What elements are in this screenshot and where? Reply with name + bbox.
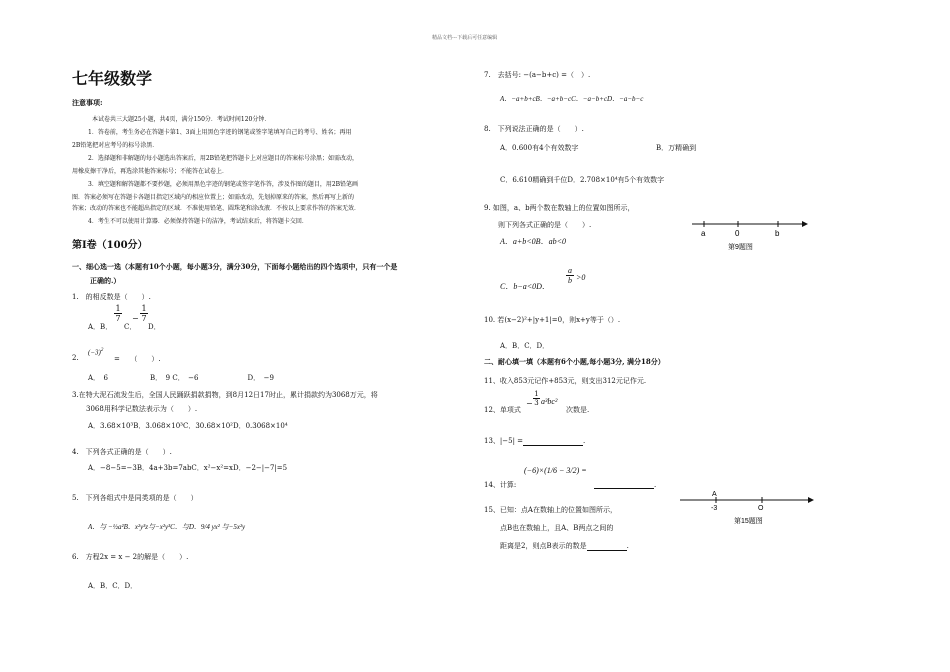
question-13: 13、|−5| = . bbox=[484, 437, 586, 445]
question-12-post: 次数是. bbox=[566, 406, 590, 414]
question-2-options: A． 6 B． 9 C． −6 D． −9 bbox=[88, 374, 274, 382]
question-10-stem: 10. 若(x−2)²+|y+1|=0，则x+y等于（）. bbox=[484, 316, 621, 324]
question-12-fraction: 1 3 bbox=[534, 390, 539, 407]
notice-line: 答案；改动的答案也不能超出指定的区域．不准使用铅笔、圆珠笔和涂改液．不按以上要求作答的答案无效． bbox=[72, 205, 361, 212]
part-heading: 第Ⅰ卷（100分） bbox=[72, 240, 148, 251]
question-8-option-a: A．0.600有4个有效数字 bbox=[500, 144, 579, 152]
question-9-options-ab: A．a+b<0B．ab<0 bbox=[500, 237, 566, 246]
question-9-line1: 9. 如图，a、b两个数在数轴上的位置如图所示， bbox=[484, 204, 635, 212]
question-9-options-cd: C．b−a<0D． bbox=[500, 282, 550, 291]
section-heading: 一、细心选一选（本题有10个小题，每小题3分，满分30分，下面每小题给出的四个选项中，只有一个是 bbox=[72, 262, 398, 271]
axis-label-O: O bbox=[758, 505, 764, 512]
question-10-options: A．B．C．D． bbox=[500, 342, 550, 350]
question-8-option-c: C．6.610精确到千位D．2.708×10⁴有5个有效数字 bbox=[500, 176, 665, 184]
question-9-fraction: a b bbox=[568, 266, 572, 285]
answer-blank[interactable] bbox=[523, 437, 583, 446]
question-2-num: 2. bbox=[72, 354, 79, 362]
axis-label-0: 0 bbox=[735, 229, 740, 238]
axis-label-b: b bbox=[775, 229, 780, 238]
question-14-answer: . bbox=[594, 480, 656, 489]
page-header: 精品文档---下载后可任意编辑 bbox=[432, 35, 498, 41]
page-title: 七年级数学 bbox=[72, 69, 153, 88]
question-14-pre: 14、计算: bbox=[484, 481, 517, 489]
question-12-pre: 12、单项式 bbox=[484, 406, 521, 414]
question-15-line1: 15、已知：点A在数轴上的位置如图所示， bbox=[484, 506, 617, 514]
section-2-heading: 二、耐心填一填（本题有6个小题,每小题3分, 满分18分） bbox=[484, 357, 665, 366]
question-3-options: A．3.68×10³B．3.068×10³C．30.68×10²D．0.3068×10⁴ bbox=[88, 422, 288, 430]
question-2-rest: = （ ）. bbox=[114, 355, 161, 363]
minus-sign: − bbox=[132, 314, 139, 323]
question-12-monomial: a³bc² bbox=[541, 397, 558, 406]
notice-line: 2B铅笔把对应考号的标号涂黑． bbox=[72, 142, 159, 149]
answer-blank[interactable] bbox=[587, 542, 627, 551]
question-1-stem: 1. 的相反数是（ ）. bbox=[72, 293, 151, 301]
notice-line: 用橡皮擦干净后，再选涂其他答案标号；不能答在试卷上． bbox=[72, 168, 229, 175]
section-heading-cont: 正确的.） bbox=[90, 276, 121, 285]
notice-line: 本试卷共三大题25小题，共4页，满分150分．考试时间120分钟． bbox=[92, 116, 271, 123]
figure-15-caption: 第15题图 bbox=[734, 518, 763, 525]
option-d-label: D． bbox=[148, 323, 161, 331]
answer-blank[interactable] bbox=[594, 480, 654, 489]
notice-line: 4．考生不可以使用计算器．必须保持答题卡的洁净，考试结束后，将答题卡交回． bbox=[88, 218, 308, 225]
notice-line: 3．填空题和解答题都不要抄题，必须用黑色字迹的钢笔或签字笔作答，涉及作图的题目，用2B铅笔画 bbox=[88, 181, 359, 188]
notice-line: 2．选择题和非解题的每小题选出答案后，用2B铅笔把答题卡上对应题目的答案标号涂黑；如需改动， bbox=[88, 155, 359, 162]
question-3-line2: 3068用科学记数法表示为（ ）. bbox=[86, 405, 198, 413]
question-8-option-b: B．万精确到 bbox=[656, 144, 697, 152]
question-5-options: A．与 −½a²B．x²y³z与−x²y³C．与D．9/4 yx² 与−5x²y bbox=[88, 523, 246, 531]
question-6-options: A．B．C．D． bbox=[88, 582, 138, 590]
question-6-stem: 6. 方程2x = x − 2的解是（ ）. bbox=[72, 553, 189, 561]
fraction-2: 1 7 bbox=[141, 304, 147, 323]
question-15-number-line bbox=[678, 488, 818, 530]
option-c-label: C． bbox=[124, 323, 137, 331]
axis-label-A: A bbox=[712, 491, 717, 498]
question-9-number-line bbox=[690, 216, 810, 256]
notice-line: 图．答案必须写在答题卡各题目指定区域内的相应位置上；如需改动，先划掉原来的答案，然后再写上新的 bbox=[72, 194, 355, 201]
figure-9-caption: 第9题图 bbox=[728, 244, 753, 251]
axis-label-a: a bbox=[701, 229, 706, 238]
question-15-line2: 点B也在数轴上，且A、B两点之间的 bbox=[500, 524, 614, 532]
question-11: 11、收入853元记作+853元，则支出312元记作元. bbox=[484, 377, 647, 385]
question-12-neg: − bbox=[526, 399, 533, 408]
question-7-options: A．−a+b+cB．−a+b−cC．−a−b+cD．−a−b−c bbox=[500, 95, 644, 103]
question-8-stem: 8. 下列说法正确的是（ ）. bbox=[484, 125, 584, 133]
question-3-line1: 3.在特大泥石流发生后，全国人民踊跃捐款捐物，到8月12日17时止，累计捐款约为3068万元，将 bbox=[72, 391, 378, 399]
question-9-line2: 则下列各式正确的是（ ）. bbox=[498, 221, 592, 229]
question-4-options: A．−8−5=−3B．4a+3b=7abC．x²−x²=xD．−2−|−7|=5 bbox=[88, 464, 288, 472]
axis-label-neg3: -3 bbox=[711, 505, 718, 512]
question-14-expr: (−6)×(1/6 − 3/2) = bbox=[524, 466, 587, 475]
fraction-1: 1 7 bbox=[115, 304, 121, 323]
question-7-stem: 7. 去括号: −(a−b+c) =（ ）. bbox=[484, 71, 591, 79]
notice-line: 1．答卷前，考生务必在答题卡第1、3面上用黑色字迹的钢笔或签字笔填写自己的考号、姓名；再用 bbox=[88, 129, 352, 136]
question-1-options: A．B． bbox=[88, 323, 113, 331]
question-15-line3: 距离是2，则点B表示的数是 . bbox=[500, 542, 629, 550]
question-5-stem: 5. 下列各组式中是同类项的是（ ） bbox=[72, 494, 198, 502]
notice-heading: 注意事项: bbox=[72, 98, 103, 107]
question-4-stem: 4. 下列各式正确的是（ ）. bbox=[72, 448, 172, 456]
question-9-fraction-rest: >0 bbox=[576, 273, 586, 282]
question-2-expr: $(-3)^2$ bbox=[88, 348, 104, 357]
